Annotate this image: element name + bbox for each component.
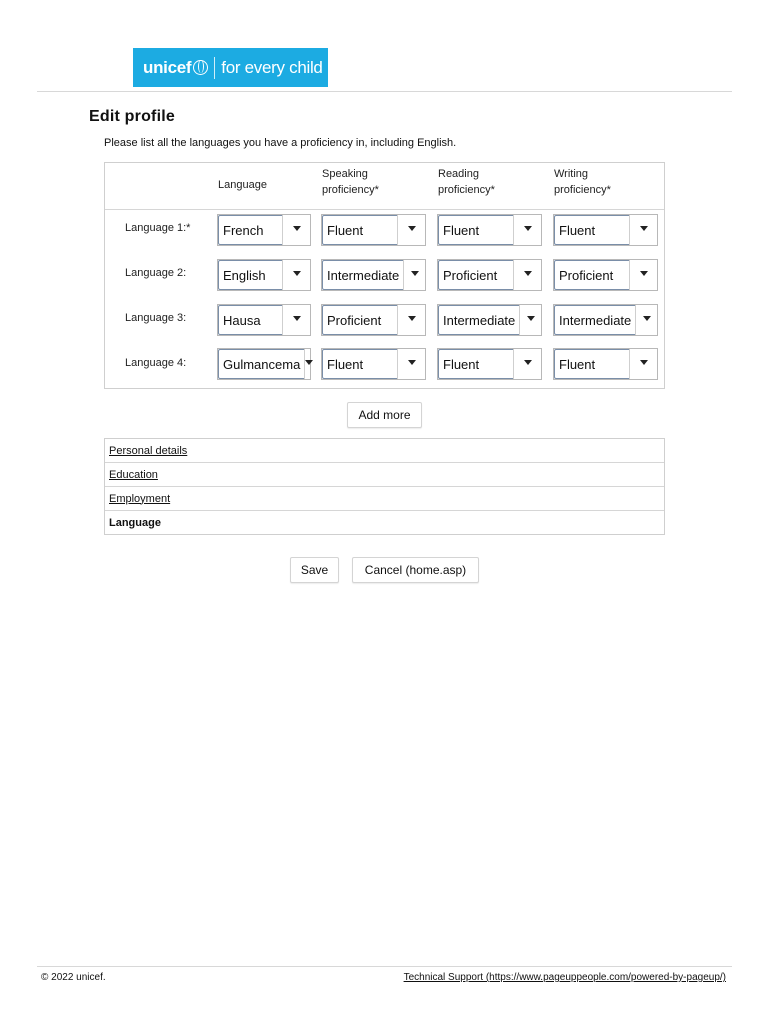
- page-title: Edit profile: [89, 108, 175, 125]
- language-4-select[interactable]: [217, 348, 311, 380]
- row-label-language-1: Language 1:*: [125, 222, 191, 234]
- header-speaking: [322, 166, 379, 198]
- language-2-speaking-select[interactable]: [321, 259, 426, 291]
- language-3-select[interactable]: [217, 304, 311, 336]
- chevron-down-icon[interactable]: [282, 215, 310, 245]
- header-writing-line2: proficiency*: [554, 184, 611, 196]
- language-3-speaking-value: Proficient: [322, 305, 397, 335]
- row-label-language-4: Language 4:: [125, 357, 187, 369]
- language-table: [104, 162, 665, 389]
- header-divider: [37, 91, 732, 92]
- language-1-speaking-select[interactable]: [321, 214, 426, 246]
- header-divider-line: [105, 209, 664, 210]
- header-speaking-line1: Speaking: [322, 168, 368, 180]
- language-3-reading-select[interactable]: [437, 304, 542, 336]
- nav-personal-details[interactable]: Personal details: [105, 439, 664, 463]
- header-language: Language: [218, 179, 267, 191]
- chevron-down-icon[interactable]: [397, 305, 425, 335]
- language-1-reading-value: Fluent: [438, 215, 513, 245]
- chevron-down-icon[interactable]: [513, 349, 541, 379]
- row-label-language-2: Language 2:: [125, 267, 187, 279]
- language-2-reading-select[interactable]: [437, 259, 542, 291]
- chevron-down-icon[interactable]: [397, 349, 425, 379]
- chevron-down-icon[interactable]: [403, 260, 425, 290]
- chevron-down-icon[interactable]: [513, 260, 541, 290]
- instructions-text: Please list all the languages you have a proficiency in, including English.: [104, 137, 457, 149]
- unicef-logo: [133, 48, 328, 87]
- language-3-value: Hausa: [218, 305, 282, 335]
- chevron-down-icon[interactable]: [282, 305, 310, 335]
- header-speaking-line2: proficiency*: [322, 184, 379, 196]
- chevron-down-icon[interactable]: [519, 305, 541, 335]
- language-1-writing-select[interactable]: [553, 214, 658, 246]
- language-4-speaking-value: Fluent: [322, 349, 397, 379]
- chevron-down-icon[interactable]: [629, 215, 657, 245]
- logo-tagline: for every child: [221, 57, 323, 77]
- chevron-down-icon[interactable]: [304, 349, 313, 379]
- chevron-down-icon[interactable]: [397, 215, 425, 245]
- add-more-button[interactable]: Add more: [347, 402, 422, 428]
- language-4-speaking-select[interactable]: [321, 348, 426, 380]
- nav-education[interactable]: Education: [105, 463, 664, 487]
- technical-support-link[interactable]: Technical Support (https://www.pageuppeople.com/powered-by-pageup/): [403, 972, 726, 983]
- header-writing-line1: Writing: [554, 168, 589, 180]
- chevron-down-icon[interactable]: [629, 260, 657, 290]
- language-3-writing-select[interactable]: [553, 304, 658, 336]
- language-4-reading-value: Fluent: [438, 349, 513, 379]
- globe-icon: [193, 60, 208, 75]
- language-1-value: French: [218, 215, 282, 245]
- language-2-writing-select[interactable]: [553, 259, 658, 291]
- header-reading-line2: proficiency*: [438, 184, 495, 196]
- language-4-value: Gulmancema: [218, 349, 304, 379]
- language-4-writing-value: Fluent: [554, 349, 629, 379]
- language-1-writing-value: Fluent: [554, 215, 629, 245]
- language-2-speaking-value: Intermediate: [322, 260, 403, 290]
- copyright-text: © 2022 unicef.: [41, 972, 106, 983]
- language-3-reading-value: Intermediate: [438, 305, 519, 335]
- language-1-reading-select[interactable]: [437, 214, 542, 246]
- header-reading-line1: Reading: [438, 168, 479, 180]
- language-2-writing-value: Proficient: [554, 260, 629, 290]
- chevron-down-icon[interactable]: [282, 260, 310, 290]
- language-2-reading-value: Proficient: [438, 260, 513, 290]
- language-4-writing-select[interactable]: [553, 348, 658, 380]
- cancel-button[interactable]: Cancel (home.asp): [352, 557, 479, 583]
- section-nav: [104, 438, 665, 535]
- save-button[interactable]: Save: [290, 557, 339, 583]
- header-reading: [438, 166, 495, 198]
- row-label-language-3: Language 3:: [125, 312, 187, 324]
- nav-language-current: Language: [109, 517, 161, 529]
- language-3-writing-value: Intermediate: [554, 305, 635, 335]
- logo-divider: [214, 57, 215, 79]
- nav-employment[interactable]: Employment: [105, 487, 664, 511]
- chevron-down-icon[interactable]: [513, 215, 541, 245]
- language-2-value: English: [218, 260, 282, 290]
- language-1-select[interactable]: [217, 214, 311, 246]
- chevron-down-icon[interactable]: [635, 305, 657, 335]
- language-3-speaking-select[interactable]: [321, 304, 426, 336]
- footer-divider: [37, 966, 732, 967]
- header-writing: [554, 166, 611, 198]
- language-4-reading-select[interactable]: [437, 348, 542, 380]
- language-2-select[interactable]: [217, 259, 311, 291]
- language-1-speaking-value: Fluent: [322, 215, 397, 245]
- chevron-down-icon[interactable]: [629, 349, 657, 379]
- logo-brand: unicef: [143, 57, 192, 77]
